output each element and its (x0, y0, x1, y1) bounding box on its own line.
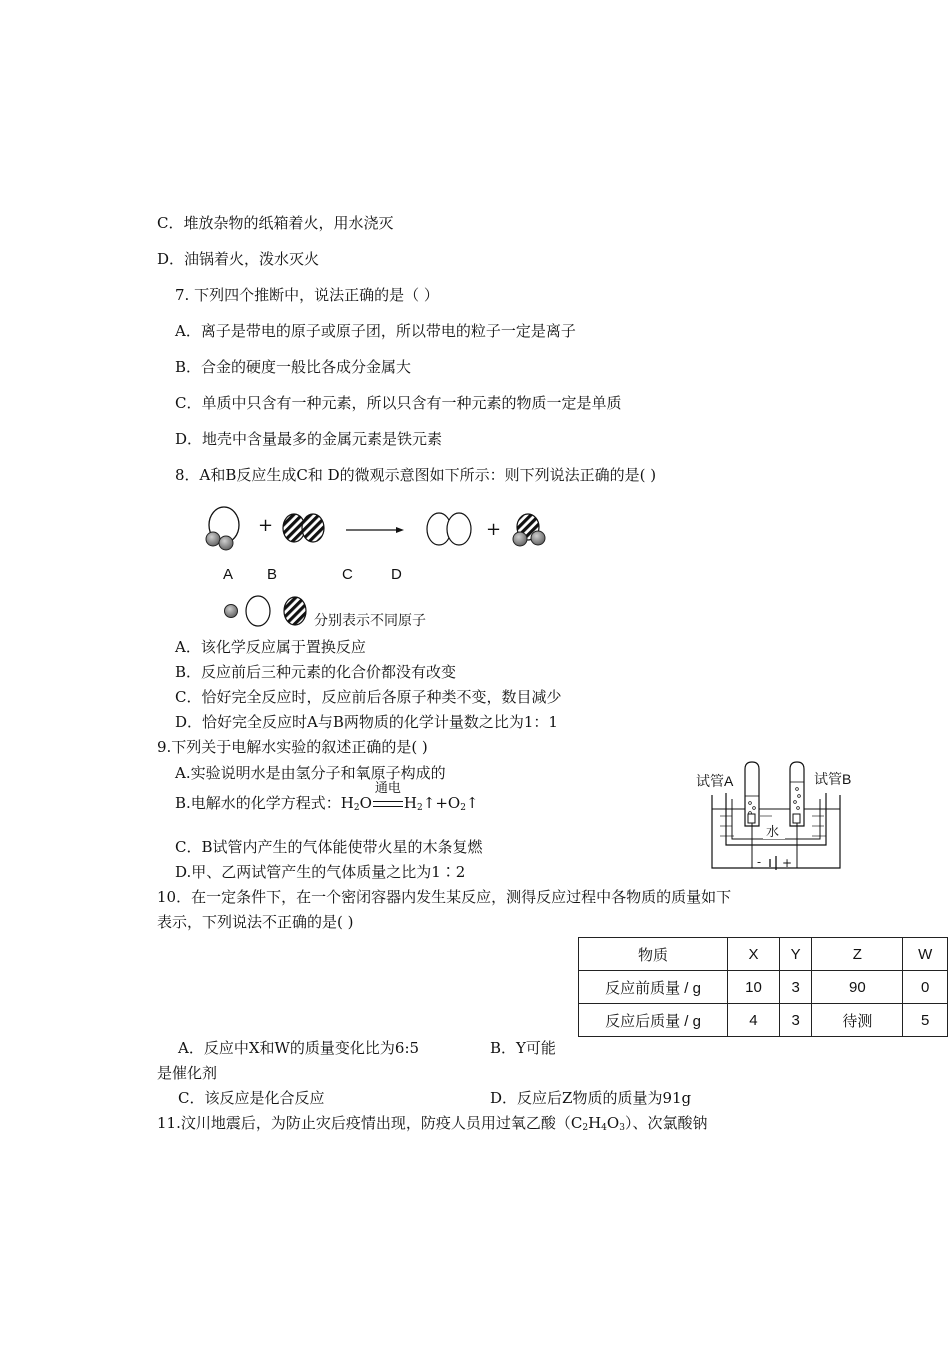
table-row (579, 971, 948, 1004)
q10-stem-line2: 表示，下列说法不正确的是( ) (157, 913, 354, 931)
table-header-cell: 物质 (579, 938, 728, 971)
q9-condition: 通电 (374, 780, 401, 795)
q8-option-c: C．恰好完全反应时，反应前后各原子种类不变，数目减少 (175, 688, 562, 706)
table-header-cell: Y (779, 938, 811, 971)
label-c: C (342, 566, 353, 583)
q9-option-b: B.电解水的化学方程式：$H_2O$ 通电 $H_2↑+O_2↑$ (175, 780, 479, 813)
q7-option-b: B．合金的硬度一般比各成分金属大 (175, 358, 412, 376)
q11-stem: 11.汶川地震后，为防止灾后疫情出现，防疫人员用过氧乙酸$(C_2H_4O_3)$、次氯酸钠 (157, 1114, 708, 1133)
table-cell: 反应前质量 / g (579, 971, 728, 1004)
q10-stem-line1: 10．在一定条件下，在一个密闭容器内发生某反应，测得反应过程中各物质的质量如下 (157, 888, 732, 906)
table-cell: 待测 (812, 1004, 903, 1037)
water-label: 水 (766, 824, 780, 839)
q9-option-d: D.甲、乙两试管产生的气体质量之比为1∶2 (175, 863, 466, 881)
table-cell: 0 (903, 971, 948, 1004)
q7-option-d: D．地壳中含量最多的金属元素是铁元素 (175, 430, 443, 448)
table-row (579, 1004, 948, 1037)
q7-option-c: C．单质中只含有一种元素，所以只含有一种元素的物质一定是单质 (175, 394, 622, 412)
q10-option-b-part1: B．Y可能 (490, 1039, 556, 1057)
q6-option-d: D．油锅着火，泼水灭火 (157, 250, 320, 268)
q10-option-a: A．反应中X和W的质量变化比为6:5 (178, 1039, 420, 1057)
table-cell: 90 (812, 971, 903, 1004)
tube-b-label: 试管B (814, 771, 852, 787)
table-cell: 3 (779, 971, 811, 1004)
q8-option-a: A．该化学反应属于置换反应 (175, 638, 366, 656)
plus-sign-right: + (486, 519, 502, 540)
q8-stem: 8．A和B反应生成C和 D的微观示意图如下所示：则下列说法正确的是( ) (175, 466, 657, 484)
plus-sign-left: + (258, 515, 274, 536)
q9-stem: 9.下列关于电解水实验的叙述正确的是( ) (157, 738, 428, 756)
tube-a-label: 试管A (696, 773, 734, 789)
battery-minus: - (757, 855, 762, 869)
table-cell: 3 (779, 1004, 811, 1037)
q10-option-b-part2: 是催化剂 (157, 1064, 218, 1082)
q9-option-c: C．B试管内产生的气体能使带火星的木条复燃 (175, 838, 483, 856)
table-cell: 5 (903, 1004, 948, 1037)
q10-option-c: C．该反应是化合反应 (178, 1089, 325, 1107)
legend-text: 分别表示不同原子 (314, 613, 426, 629)
q8-option-b: B．反应前后三种元素的化合价都没有改变 (175, 663, 457, 681)
table-header-cell: Z (812, 938, 903, 971)
mass-table (578, 937, 948, 1037)
table-header-cell: X (728, 938, 780, 971)
table-header-cell: W (903, 938, 948, 971)
label-d: D (391, 566, 402, 583)
battery-plus: + (782, 856, 793, 870)
q7-option-a: A．离子是带电的原子或原子团，所以带电的粒子一定是离子 (175, 322, 576, 340)
table-header-row (579, 938, 948, 971)
label-b: B (267, 566, 278, 583)
table-cell: 反应后质量 / g (579, 1004, 728, 1037)
q6-option-c: C．堆放杂物的纸箱着火，用水浇灭 (157, 214, 394, 232)
q8-option-d: D．恰好完全反应时A与B两物质的化学计量数之比为1：1 (175, 713, 558, 731)
q10-option-d: D．反应后Z物质的质量为91g (490, 1089, 692, 1107)
label-a: A (223, 566, 234, 583)
q9-option-a: A.实验说明水是由氢分子和氧原子构成的 (175, 764, 446, 782)
q7-stem: 7. 下列四个推断中，说法正确的是（ ） (175, 286, 439, 304)
table-cell: 4 (728, 1004, 780, 1037)
table-cell: 10 (728, 971, 780, 1004)
